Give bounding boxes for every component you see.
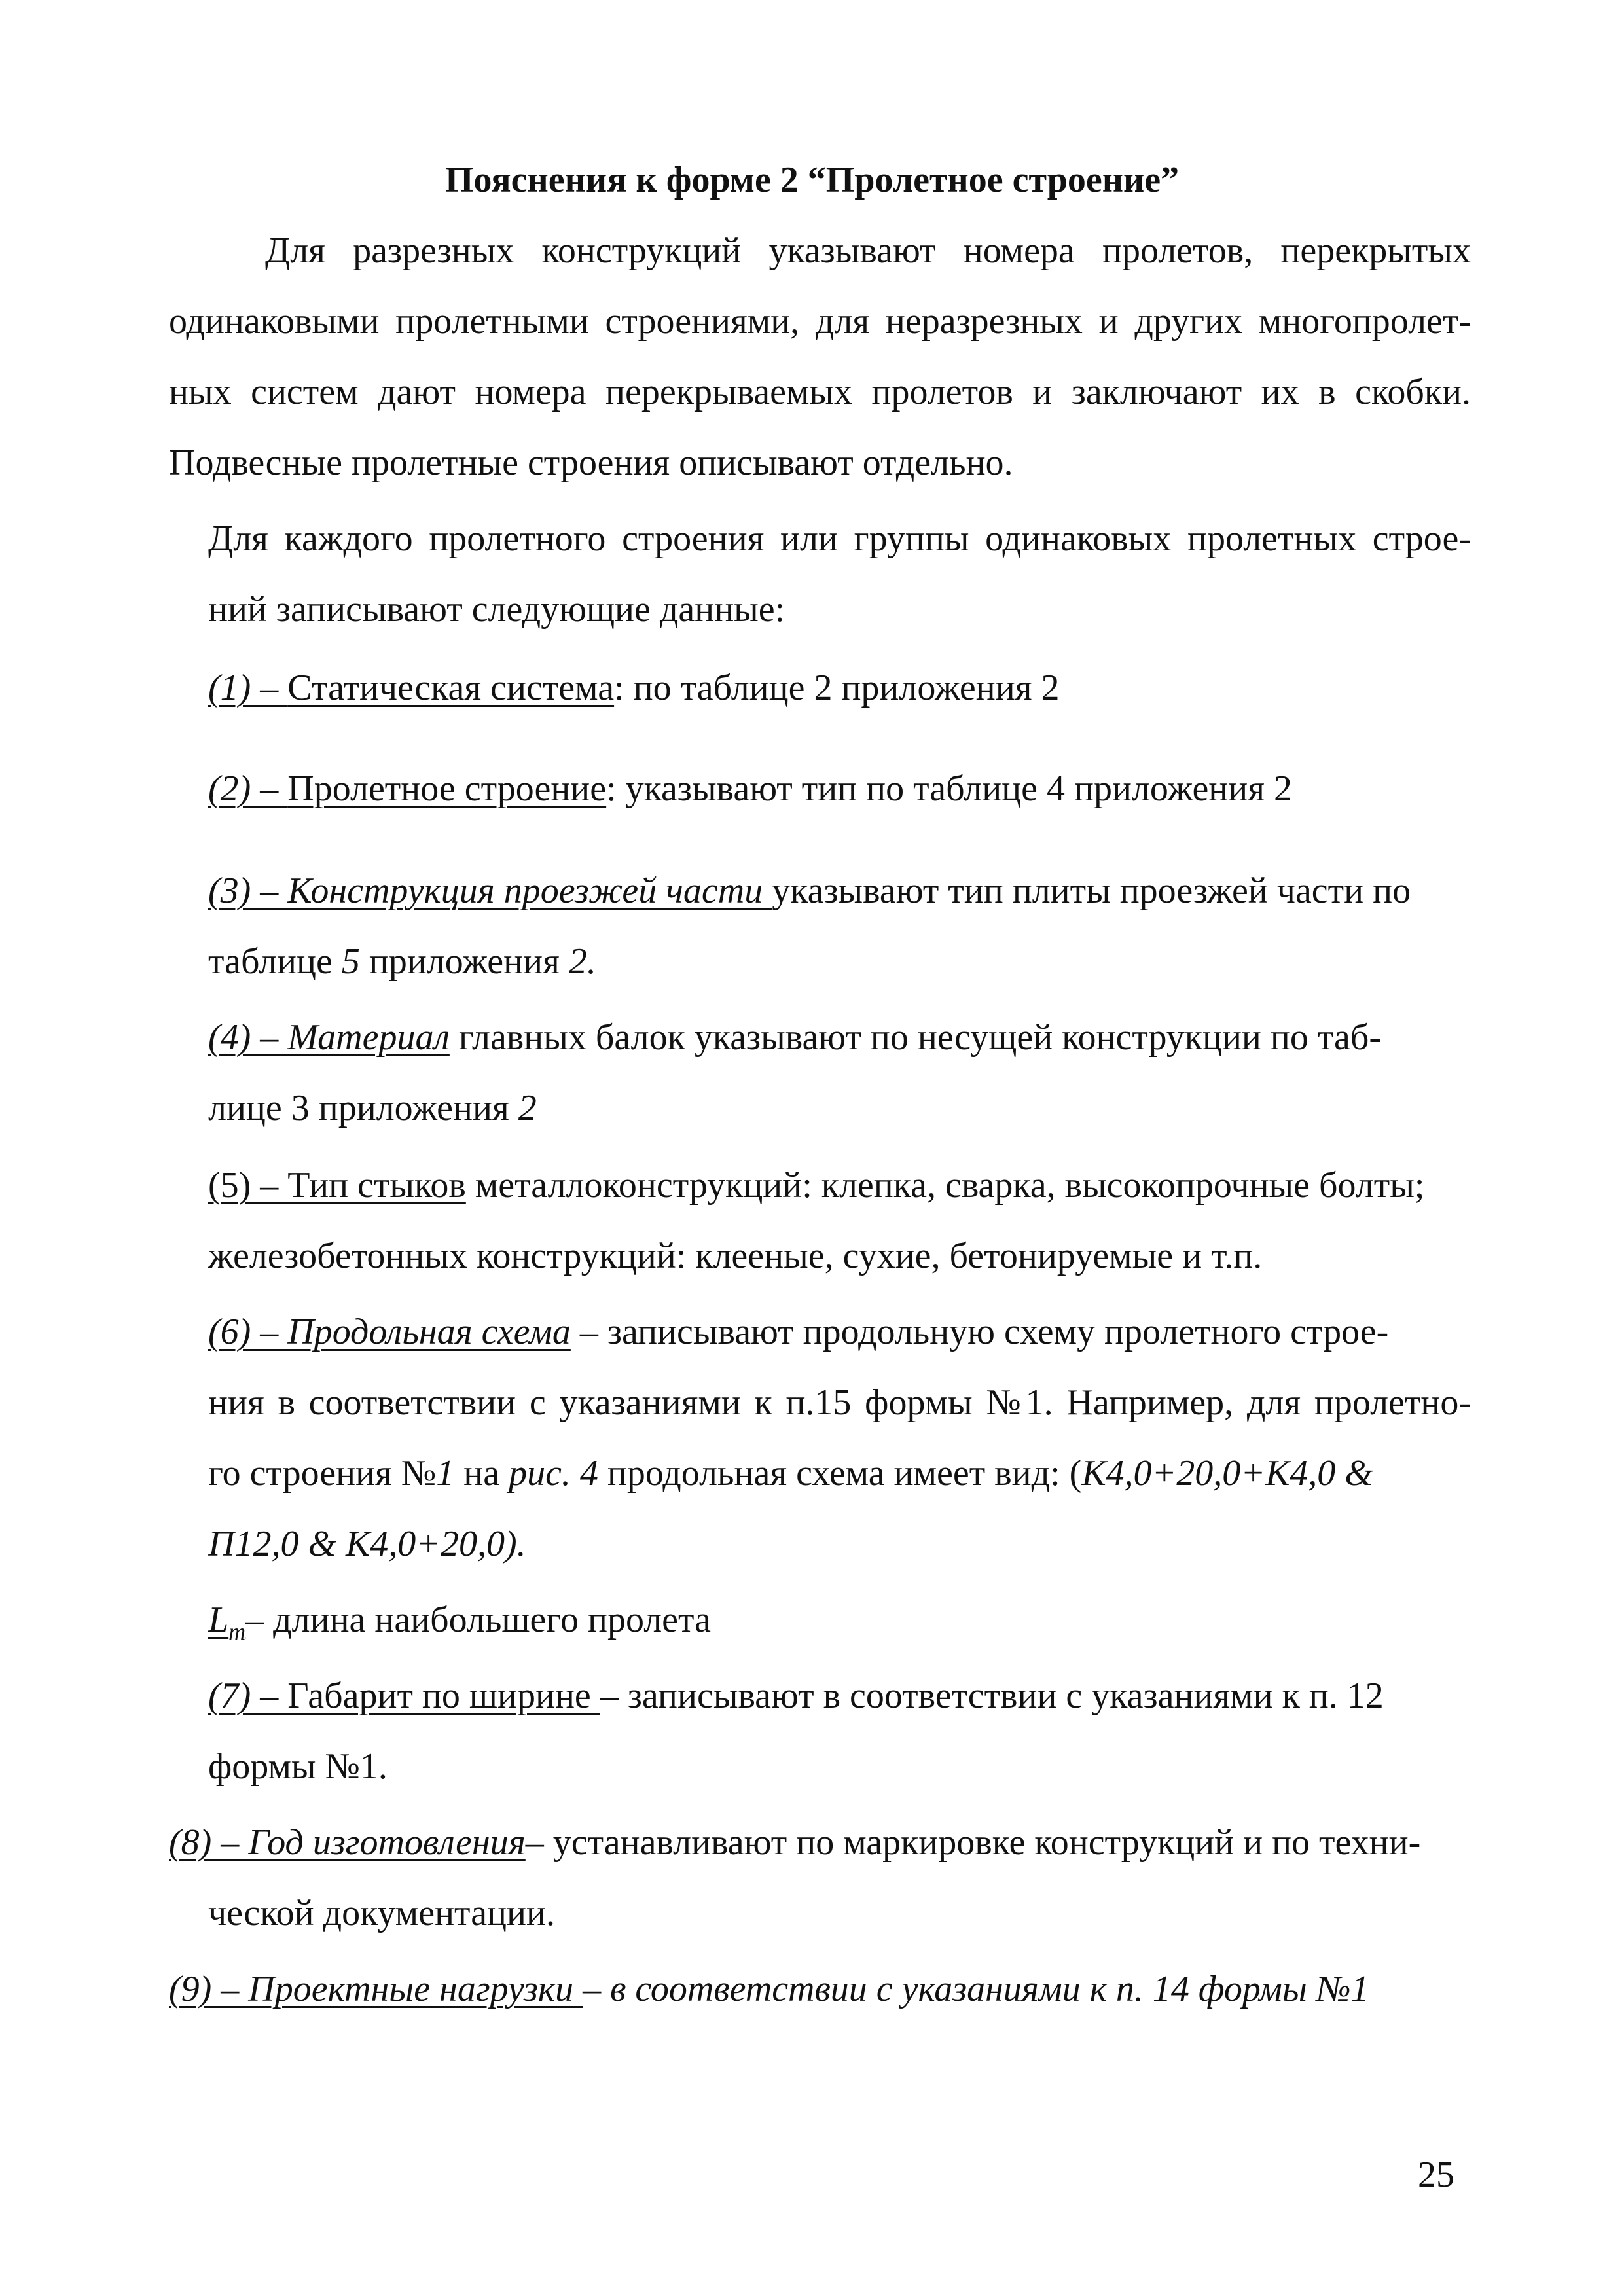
- item-4-line-2: лице 3 приложения 2: [208, 1088, 537, 1128]
- intro-line-2: одинаковыми пролетными строениями, для неразрезных и других многопролет-: [169, 301, 1471, 342]
- para2-line-2: ний записывают следующие данные:: [208, 589, 785, 630]
- item-2-label: Пролетное строение: [287, 768, 607, 809]
- intro-line-3: ных систем дают номера перекрываемых пролетов и заключают их в скобки.: [169, 372, 1471, 412]
- item-8-line-2: ческой документации.: [208, 1893, 555, 1933]
- item-5-line-2: железобетонных конструкций: клееные, сухие, бетонируемые и т.п.: [208, 1236, 1263, 1276]
- item-6-line-1: (6) – Продольная схема – записывают продольную схему пролетного строе-: [208, 1312, 1389, 1352]
- item-3-label: (3) – Конструкция проезжей части: [208, 870, 772, 911]
- item-7-line-2: формы №1.: [208, 1746, 388, 1787]
- item-3-line-2: таблице 5 приложения 2.: [208, 941, 596, 982]
- item-6-line-4: П12,0 & К4,0+20,0).: [208, 1524, 526, 1564]
- item-2: (2) – Пролетное строение: указывают тип по таблице 4 приложения 2: [208, 768, 1292, 809]
- page-number: 25: [1418, 2155, 1454, 2195]
- intro-line-1: Для разрезных конструкций указывают номера пролетов, перекрытых: [265, 230, 1471, 271]
- item-8-line-1: (8) – Год изготовления– устанавливают по маркировке конструкций и по техни-: [169, 1822, 1421, 1863]
- item-1-label: Статическая система: [287, 668, 615, 708]
- item-3-line-1: (3) – Конструкция проезжей части указывают тип плиты проезжей части по: [208, 870, 1411, 911]
- item-1-number: (1): [208, 668, 251, 708]
- lm-symbol: $L_m$: [208, 1600, 246, 1645]
- item-1: (1) – Статическая система: по таблице 2 приложения 2: [208, 668, 1060, 708]
- page-title: Пояснения к форме 2 “Пролетное строение”: [444, 160, 1180, 200]
- item-6-line-2: ния в соответствии с указаниями к п.15 формы №1. Например, для пролетно-: [208, 1382, 1471, 1423]
- item-5-label: (5) – Тип стыков: [208, 1165, 466, 1206]
- item-7-line-1: (7) – Габарит по ширине – записывают в соответствии с указаниями к п. 12: [208, 1676, 1384, 1716]
- item-7-label: – Габарит по ширине: [251, 1676, 600, 1716]
- item-4-line-1: (4) – Материал главных балок указывают по несущей конструкции по таб-: [208, 1017, 1382, 1058]
- item-8-label: (8) – Год изготовления: [169, 1822, 526, 1863]
- item-9-label: (9) – Проектные нагрузки: [169, 1969, 583, 2009]
- item-4-label: (4) – Материал: [208, 1017, 450, 1058]
- item-5-line-1: (5) – Тип стыков металлоконструкций: клепка, сварка, высокопрочные болты;: [208, 1165, 1425, 1206]
- intro-line-4: Подвесные пролетные строения описывают отдельно.: [169, 442, 1013, 483]
- lm-definition: $L_m-$ длина наибольшего пролета: [208, 1600, 712, 1645]
- item-2-number: (2): [208, 768, 251, 809]
- item-6-label: (6) – Продольная схема: [208, 1312, 571, 1352]
- item-6-line-3: го строения №1 на рис. 4 продольная схема имеет вид: (К4,0+20,0+К4,0 &: [208, 1453, 1373, 1494]
- para2-line-1: Для каждого пролетного строения или группы одинаковых пролетных строе-: [208, 518, 1471, 559]
- item-9: (9) – Проектные нагрузки – в соответствии с указаниями к п. 14 формы №1: [169, 1969, 1369, 2009]
